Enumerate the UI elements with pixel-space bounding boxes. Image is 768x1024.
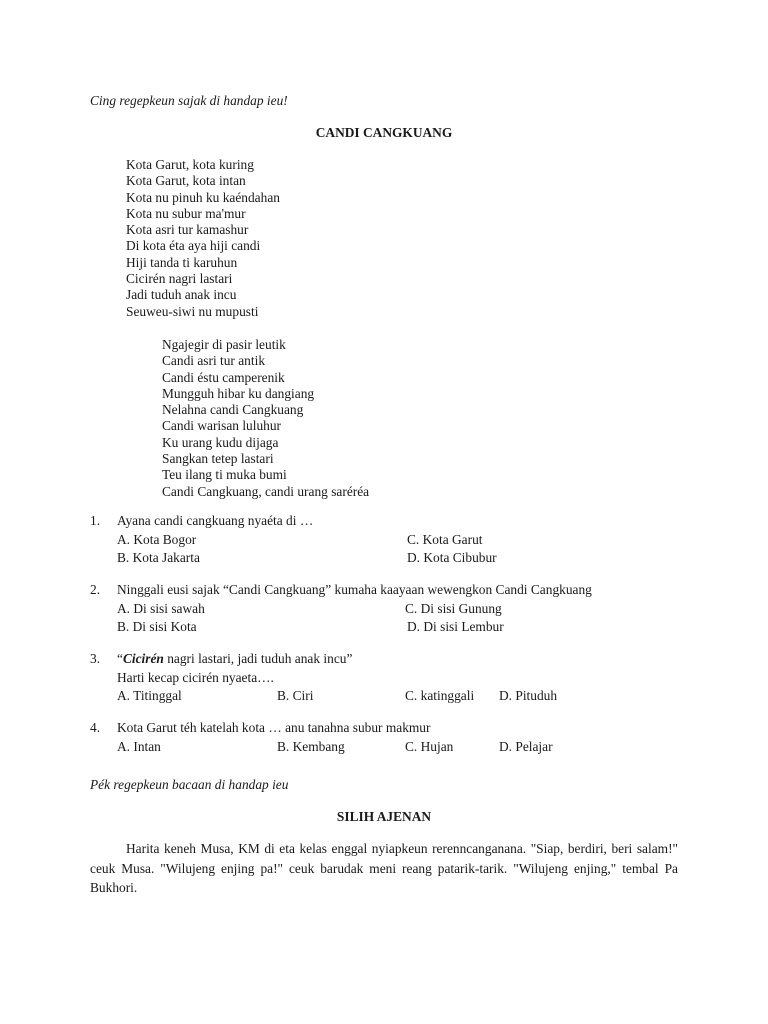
option-a: A. Intan — [117, 738, 161, 754]
poem-line: Ngajegir di pasir leutik — [162, 337, 286, 352]
poem-line: Kota Garut, kota intan — [126, 173, 246, 189]
question-number: 2. — [90, 582, 101, 597]
poem-line: Cicirén nagri lastari — [126, 271, 233, 287]
poem-line: Jadi tuduh anak incu — [126, 287, 237, 303]
option-d: D. Kota Cibubur — [407, 550, 497, 565]
poem-line: Kota nu pinuh ku kaéndahan — [126, 189, 280, 205]
poem-line: Sangkan tetep lastari — [162, 451, 274, 467]
poem-line: Kota Garut, kota kuring — [126, 157, 254, 172]
poem-line: Candi asri tur antik — [162, 353, 266, 369]
question-text: Ayana candi cangkuang nyaéta di … — [117, 513, 314, 528]
option-c: C. Kota Garut — [407, 531, 483, 547]
poem-stanza-2 — [162, 337, 369, 500]
option-c: C. Hujan — [405, 738, 454, 754]
option-c: C. Di sisi Gunung — [405, 600, 502, 616]
poem-stanza-1 — [126, 157, 280, 320]
poem-title: CANDI CANGKUANG — [315, 125, 453, 140]
question-number: 3. — [90, 651, 101, 666]
option-c: C. katinggali — [405, 688, 475, 703]
reading-paragraph: Harita keneh Musa, KM di eta kelas enggal nyiapkeun rerenncanganana. "Siap, berdiri, beri salam!" ceuk Musa. "Wilujeng enjing pa!" ceuk barudak meni reang patarik-tarik. "Wilujeng enjing," tembal Pa Bukhori. — [90, 841, 678, 895]
instruction-reading: Pék regepkeun bacaan di handap ieu — [90, 777, 289, 792]
question-number: 4. — [90, 720, 101, 735]
option-d: D. Pelajar — [499, 738, 553, 754]
reading-title: SILIH AJENAN — [336, 809, 432, 824]
question-text: Kota Garut téh katelah kota … anu tanahna subur makmur — [117, 720, 431, 735]
quote-rest: nagri lastari, jadi tuduh anak incu” — [163, 651, 353, 666]
quote-keyword: Cicirén — [122, 651, 164, 666]
poem-line: Candi éstu camperenik — [162, 369, 285, 385]
quote-open: “ — [117, 651, 123, 666]
poem-line: Mungguh hibar ku dangiang — [162, 385, 315, 401]
option-b: B. Kembang — [277, 738, 345, 754]
poem-line: Candi warisan luluhur — [162, 418, 282, 434]
option-a: A. Di sisi sawah — [117, 600, 205, 616]
poem-line: Hiji tanda ti karuhun — [126, 254, 238, 270]
option-b: B. Ciri — [277, 688, 314, 703]
poem-line: Kota asri tur kamashur — [126, 222, 249, 238]
option-b: B. Di sisi Kota — [117, 619, 197, 634]
question-number: 1. — [90, 513, 101, 528]
poem-line: Teu ilang ti muka bumi — [162, 467, 287, 483]
option-a: A. Kota Bogor — [117, 531, 197, 547]
option-d: D. Di sisi Lembur — [407, 619, 504, 634]
option-b: B. Kota Jakarta — [117, 550, 200, 565]
question-4 — [90, 719, 710, 756]
question-2 — [90, 581, 710, 637]
question-3 — [90, 650, 710, 706]
question-quote — [117, 650, 352, 669]
option-d: D. Pituduh — [499, 688, 558, 703]
option-a: A. Titinggal — [117, 688, 182, 703]
question-subtext: Harti kecap cicirén nyaeta…. — [117, 669, 274, 685]
poem-line: Ku urang kudu dijaga — [162, 434, 279, 450]
poem-line: Seuweu-siwi nu mupusti — [126, 303, 259, 319]
instruction-poem: Cing regepkeun sajak di handap ieu! — [90, 93, 288, 108]
poem-line: Candi Cangkuang, candi urang saréréa — [162, 483, 370, 499]
question-text: Ninggali eusi sajak “Candi Cangkuang” kumaha kaayaan wewengkon Candi Cangkuang — [117, 582, 592, 597]
poem-line: Di kota éta aya hiji candi — [126, 238, 261, 254]
question-1 — [90, 512, 710, 568]
poem-line: Kota nu subur ma'mur — [126, 205, 246, 221]
poem-line: Nelahna candi Cangkuang — [162, 402, 304, 418]
